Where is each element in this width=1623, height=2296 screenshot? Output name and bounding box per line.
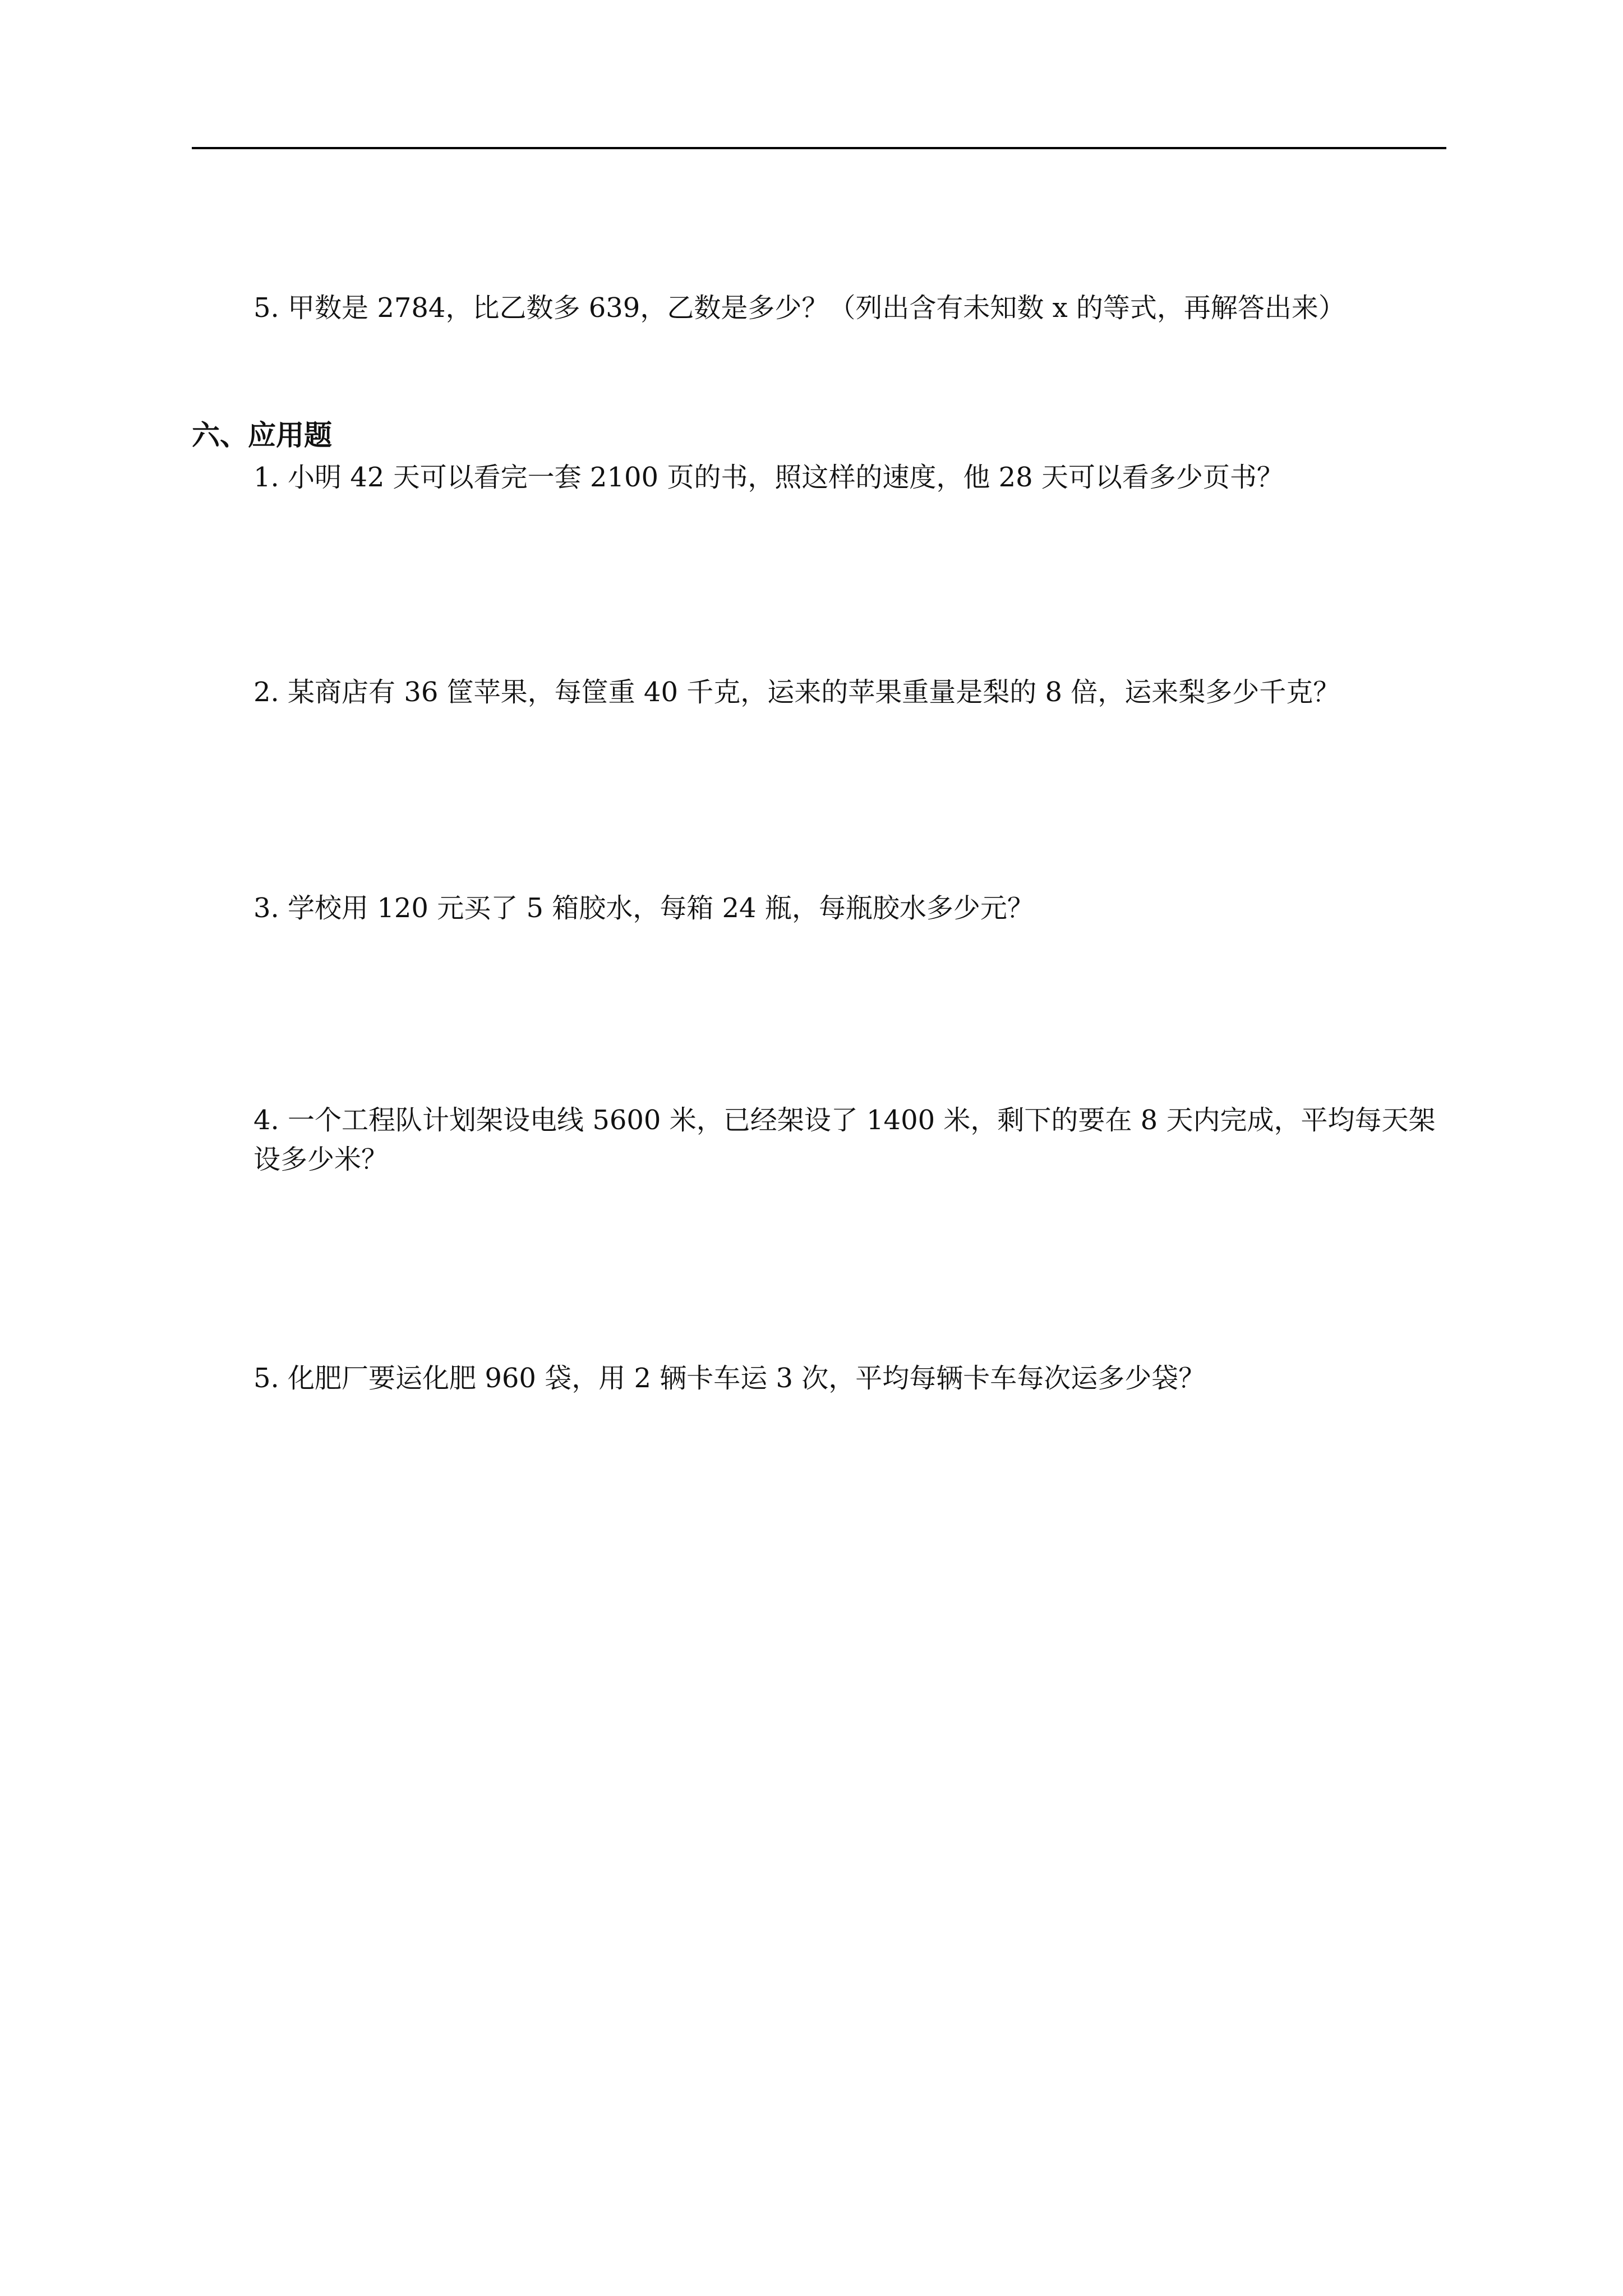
header-rule	[192, 147, 1446, 149]
section-title: 六、应用题	[192, 418, 332, 452]
question-3: 3. 学校用 120 元买了 5 箱胶水，每箱 24 瓶，每瓶胶水多少元？	[253, 892, 1034, 924]
question-2: 2. 某商店有 36 筐苹果，每筐重 40 千克，运来的苹果重量是梨的 8 倍，运来梨多少千克？	[253, 677, 1340, 708]
question-1: 1. 小明 42 天可以看完一套 2100 页的书，照这样的速度，他 28 天可以看多少页书？	[253, 462, 1284, 493]
question-5: 5. 化肥厂要运化肥 960 袋，用 2 辆卡车运 3 次，平均每辆卡车每次运多少袋？	[253, 1363, 1206, 1394]
prior-question-5: 5. 甲数是 2784，比乙数多 639，乙数是多少？（列出含有未知数 x 的等式，再解答出来）	[253, 292, 1345, 324]
question-4: 4. 一个工程队计划架设电线 5600 米，已经架设了 1400 米，剩下的要在 8 天内完成，平均每天架设多少米？	[253, 1105, 1436, 1175]
